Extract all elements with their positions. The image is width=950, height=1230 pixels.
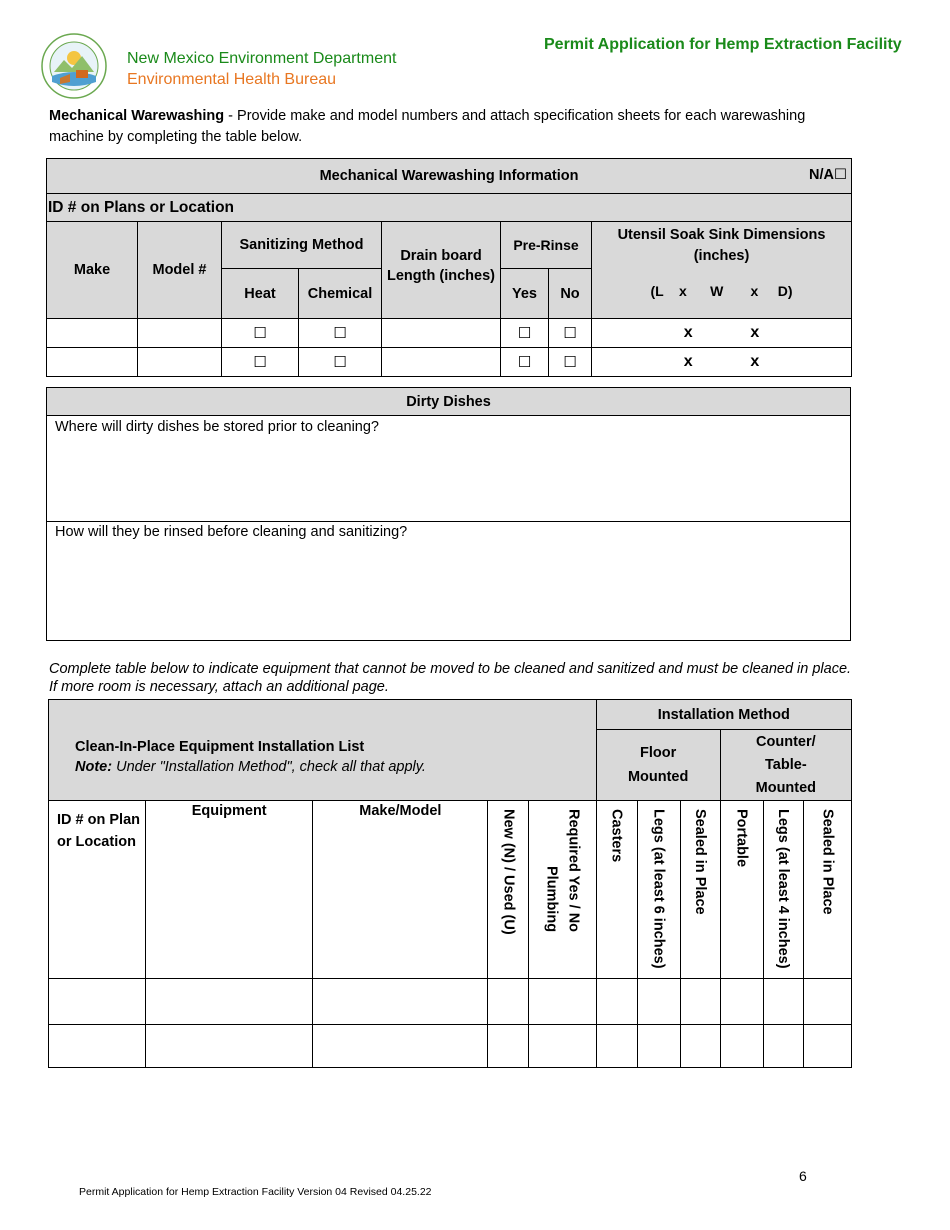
prerinse-yes-checkbox[interactable]: ☐ xyxy=(501,348,549,377)
cip-row-2 xyxy=(49,1025,852,1068)
mw-title: Mechanical Warewashing Information xyxy=(319,168,579,184)
soak-sink-dims: (L x W x D) xyxy=(650,283,793,299)
legs4-cell[interactable] xyxy=(763,1025,803,1068)
yes-header: Yes xyxy=(501,269,549,319)
soak-dims-cell[interactable]: x x xyxy=(592,319,852,348)
casters-cell[interactable] xyxy=(596,979,637,1025)
new-used-cell[interactable] xyxy=(488,979,529,1025)
dirty-storage-question: Where will dirty dishes be stored prior to cleaning? xyxy=(55,419,379,435)
id-cell[interactable] xyxy=(49,1025,146,1068)
model-cell[interactable] xyxy=(138,348,222,377)
legs6-cell[interactable] xyxy=(637,979,680,1025)
equipment-cell[interactable] xyxy=(146,1025,313,1068)
make-model-cell[interactable] xyxy=(313,979,488,1025)
make-model-header: Make/Model xyxy=(313,801,488,979)
make-cell[interactable] xyxy=(47,348,138,377)
drain-board-header: Drain board Length (inches) xyxy=(382,222,501,319)
sealed2-cell[interactable] xyxy=(803,979,851,1025)
drain-cell[interactable] xyxy=(382,348,501,377)
mechanical-warewashing-intro xyxy=(49,106,849,148)
no-header: No xyxy=(549,269,592,319)
soak-dims-cell[interactable]: x x xyxy=(592,348,852,377)
nm-environment-logo-icon xyxy=(40,32,108,100)
portable-header: Portable xyxy=(733,809,750,868)
intro-text: - Provide make and model numbers and attach specification sheets for each warewashing machine by completing the table below. xyxy=(49,108,806,145)
legs6-cell[interactable] xyxy=(637,1025,680,1068)
document-title: Permit Application for Hemp Extraction Facility xyxy=(544,36,902,53)
sealed1-cell[interactable] xyxy=(680,979,720,1025)
page-number: 6 xyxy=(799,1168,807,1184)
soak-sink-title: Utensil Soak Sink Dimensions (inches) xyxy=(617,227,826,264)
cip-note-text: Under "Installation Method", check all that apply. xyxy=(112,759,426,775)
heat-checkbox[interactable]: ☐ xyxy=(222,348,299,377)
id-location-header: ID # on Plans or Location xyxy=(47,194,852,222)
chemical-header: Chemical xyxy=(299,269,382,319)
legs-4-header: Legs (at least 4 inches) xyxy=(775,809,792,969)
heat-checkbox[interactable]: ☐ xyxy=(222,319,299,348)
sealed1-cell[interactable] xyxy=(680,1025,720,1068)
mw-title-cell xyxy=(47,159,852,194)
cip-instructions: Complete table below to indicate equipment that cannot be moved to be cleaned and sanitized and must be cleaned in place. If more room is necessary, attach an additional page. xyxy=(49,661,852,695)
plumbing-cell[interactable] xyxy=(529,1025,596,1068)
clean-in-place-table xyxy=(48,699,852,1068)
model-cell[interactable] xyxy=(138,319,222,348)
plumbing-header-line2: Required Yes / No xyxy=(565,809,582,933)
dirty-dishes-table xyxy=(46,387,851,641)
cip-title-cell xyxy=(49,700,597,801)
make-cell[interactable] xyxy=(47,319,138,348)
cip-row-1 xyxy=(49,979,852,1025)
rinse-method-field[interactable] xyxy=(47,522,851,641)
plumbing-header-line1: Plumbing xyxy=(543,865,560,933)
new-used-cell[interactable] xyxy=(488,1025,529,1068)
mw-row-1 xyxy=(47,319,852,348)
new-used-header: New (N) / Used (U) xyxy=(500,809,517,935)
intro-bold: Mechanical Warewashing xyxy=(49,108,225,124)
casters-header: Casters xyxy=(608,809,625,863)
make-header: Make xyxy=(47,222,138,319)
equipment-header: Equipment xyxy=(146,801,313,979)
drain-cell[interactable] xyxy=(382,319,501,348)
heat-header: Heat xyxy=(222,269,299,319)
floor-mounted-header: Floor Mounted xyxy=(596,730,720,801)
portable-cell[interactable] xyxy=(720,979,763,1025)
rinse-method-question: How will they be rinsed before cleaning and sanitizing? xyxy=(55,524,408,540)
mw-row-2 xyxy=(47,348,852,377)
legs4-cell[interactable] xyxy=(763,979,803,1025)
sanitizing-method-header: Sanitizing Method xyxy=(222,222,382,269)
equipment-cell[interactable] xyxy=(146,979,313,1025)
chemical-checkbox[interactable]: ☐ xyxy=(299,348,382,377)
prerinse-yes-checkbox[interactable]: ☐ xyxy=(501,319,549,348)
plumbing-cell[interactable] xyxy=(529,979,596,1025)
sealed2-cell[interactable] xyxy=(803,1025,851,1068)
portable-cell[interactable] xyxy=(720,1025,763,1068)
id-plan-header: ID # on Plan or Location xyxy=(49,801,146,979)
dirty-dishes-title: Dirty Dishes xyxy=(47,388,851,416)
cip-note-label: Note: xyxy=(75,759,113,775)
cip-title: Clean-In-Place Equipment Installation List xyxy=(75,739,365,755)
na-checkbox[interactable]: N/A☐ xyxy=(809,167,848,183)
legs-6-header: Legs (at least 6 inches) xyxy=(650,809,667,969)
sealed-floor-header: Sealed in Place xyxy=(692,809,709,915)
soak-sink-header xyxy=(592,222,852,319)
installation-method-header: Installation Method xyxy=(596,700,851,730)
department-name: New Mexico Environment Department xyxy=(127,50,397,67)
model-header: Model # xyxy=(138,222,222,319)
mechanical-warewashing-table xyxy=(46,158,852,377)
sealed-counter-header: Sealed in Place xyxy=(819,809,836,915)
chemical-checkbox[interactable]: ☐ xyxy=(299,319,382,348)
pre-rinse-header: Pre-Rinse xyxy=(501,222,592,269)
dirty-storage-field[interactable] xyxy=(47,416,851,522)
prerinse-no-checkbox[interactable]: ☐ xyxy=(549,348,592,377)
prerinse-no-checkbox[interactable]: ☐ xyxy=(549,319,592,348)
casters-cell[interactable] xyxy=(596,1025,637,1068)
make-model-cell[interactable] xyxy=(313,1025,488,1068)
counter-mounted-header: Counter/ Table-Mounted xyxy=(720,730,851,801)
footer-text: Permit Application for Hemp Extraction Facility Version 04 Revised 04.25.22 xyxy=(79,1186,432,1198)
id-cell[interactable] xyxy=(49,979,146,1025)
bureau-name: Environmental Health Bureau xyxy=(127,71,337,88)
